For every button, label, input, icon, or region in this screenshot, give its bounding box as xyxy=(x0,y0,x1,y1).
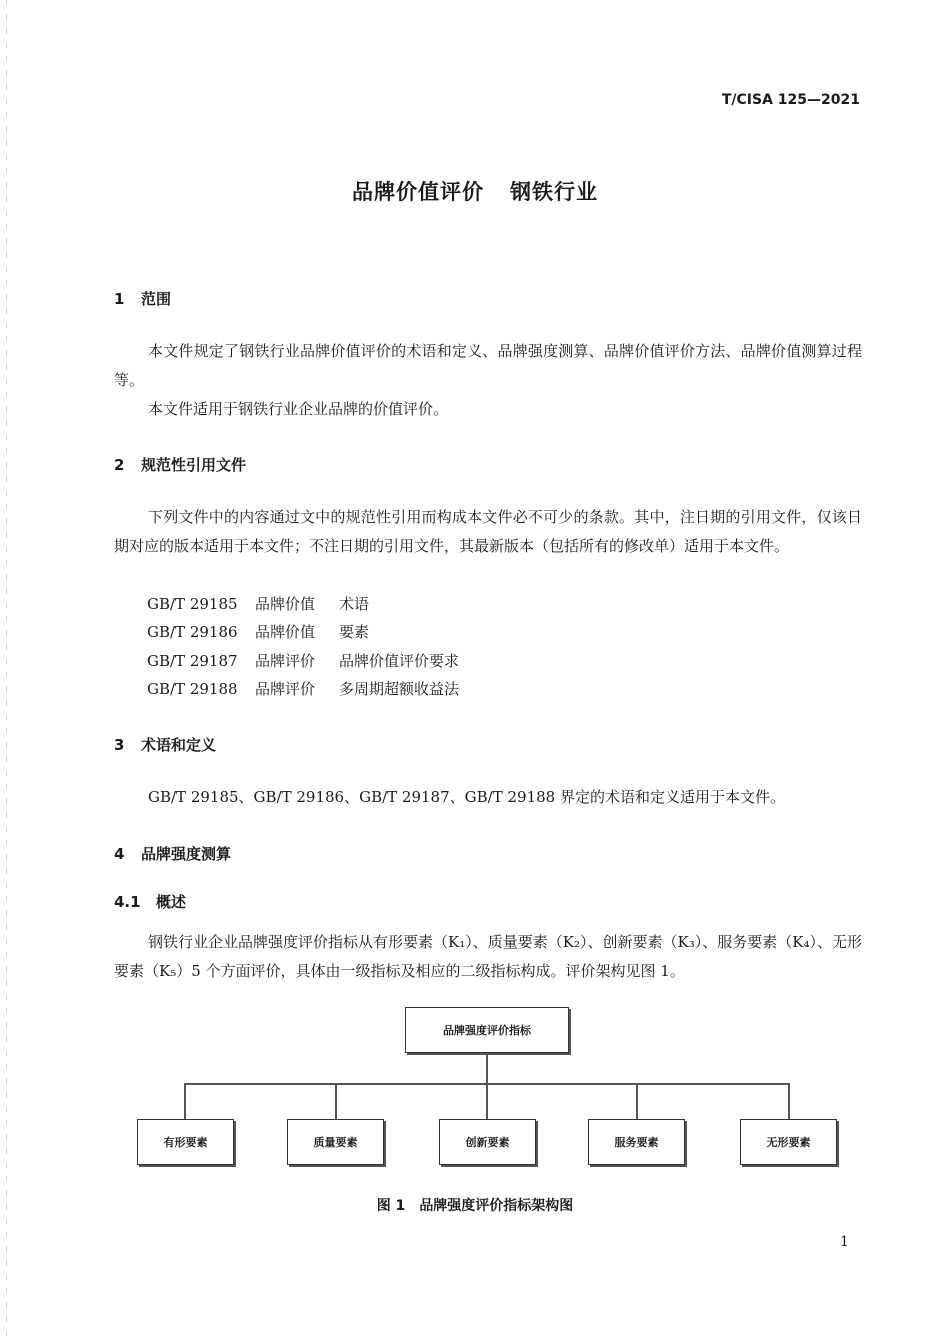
reference-name: 品牌价值评价要求 xyxy=(339,652,460,670)
section-1-paragraph-2: 本文件适用于钢铁行业企业品牌的价值评价。 xyxy=(148,400,449,418)
reference-name: 多周期超额收益法 xyxy=(339,680,460,698)
section-title: 概述 xyxy=(156,893,187,911)
section-number: 4 xyxy=(114,845,125,863)
reference-code: GB/T 29188 xyxy=(147,680,238,698)
section-title: 范围 xyxy=(141,290,172,308)
reference-category: 品牌价值 xyxy=(255,623,316,641)
diagram-child-node: 质量要素 xyxy=(287,1119,384,1165)
section-number: 1 xyxy=(114,290,125,308)
standard-code: T/CISA 125—2021 xyxy=(721,92,860,108)
section-3-paragraph-1: GB/T 29185、GB/T 29186、GB/T 29187、GB/T 29188 界定的术语和定义适用于本文件。 xyxy=(148,788,785,806)
figure-number: 图 1 xyxy=(376,1198,406,1214)
reference-code: GB/T 29186 xyxy=(147,623,238,641)
section-title: 术语和定义 xyxy=(141,736,217,754)
document-title xyxy=(0,176,950,206)
reference-name: 术语 xyxy=(339,595,370,613)
section-number: 3 xyxy=(114,736,125,754)
reference-code: GB/T 29187 xyxy=(147,652,238,670)
section-number: 4.1 xyxy=(114,893,141,911)
diagram-child-node: 创新要素 xyxy=(439,1119,536,1165)
connector-line xyxy=(486,1083,488,1119)
title-part-1: 品牌价值评价 xyxy=(352,180,484,204)
reference-category: 品牌价值 xyxy=(255,595,316,613)
reference-item xyxy=(147,621,369,642)
reference-category: 品牌评价 xyxy=(255,652,316,670)
figure-caption xyxy=(0,1195,950,1215)
diagram-child-node: 有形要素 xyxy=(137,1119,234,1165)
connector-line xyxy=(184,1083,186,1119)
section-number: 2 xyxy=(114,456,125,474)
section-2-paragraph-1: 下列文件中的内容通过文中的规范性引用而构成本文件必不可少的条款。其中，注日期的引用文件，仅该日期对应的版本适用于本文件；不注日期的引用文件，其最新版本（包括所有的修改单）适用于本文件。 xyxy=(114,508,862,555)
section-2-heading xyxy=(114,454,246,475)
connector-line xyxy=(335,1083,337,1119)
page-number: 1 xyxy=(840,1234,849,1250)
reference-item xyxy=(147,650,459,671)
connector-line xyxy=(636,1083,638,1119)
reference-item xyxy=(147,593,369,614)
reference-code: GB/T 29185 xyxy=(147,595,238,613)
diagram-child-node: 无形要素 xyxy=(740,1119,837,1165)
section-1-paragraph-1: 本文件规定了钢铁行业品牌价值评价的术语和定义、品牌强度测算、品牌价值评价方法、品牌价值测算过程等。 xyxy=(114,342,862,389)
reference-item xyxy=(147,678,459,699)
title-part-2: 钢铁行业 xyxy=(510,180,598,204)
diagram-root-node: 品牌强度评价指标 xyxy=(405,1007,569,1053)
connector-line xyxy=(788,1083,790,1119)
reference-category: 品牌评价 xyxy=(255,680,316,698)
connector-line xyxy=(486,1053,488,1083)
section-1-heading xyxy=(114,288,171,309)
section-title: 品牌强度测算 xyxy=(141,845,232,863)
reference-name: 要素 xyxy=(339,623,370,641)
section-4-heading xyxy=(114,843,231,864)
section-3-heading xyxy=(114,734,216,755)
diagram-child-node: 服务要素 xyxy=(588,1119,685,1165)
subsection-4-1-paragraph-1: 钢铁行业企业品牌强度评价指标从有形要素（K₁）、质量要素（K₂）、创新要素（K₃）、服务要素（K₄）、无形要素（K₅）5 个方面评价，具体由一级指标及相应的二级指标构成。评价架构见图 1。 xyxy=(114,933,862,980)
section-title: 规范性引用文件 xyxy=(141,456,247,474)
subsection-4-1-heading xyxy=(114,891,186,912)
figure-title: 品牌强度评价指标架构图 xyxy=(419,1198,574,1214)
